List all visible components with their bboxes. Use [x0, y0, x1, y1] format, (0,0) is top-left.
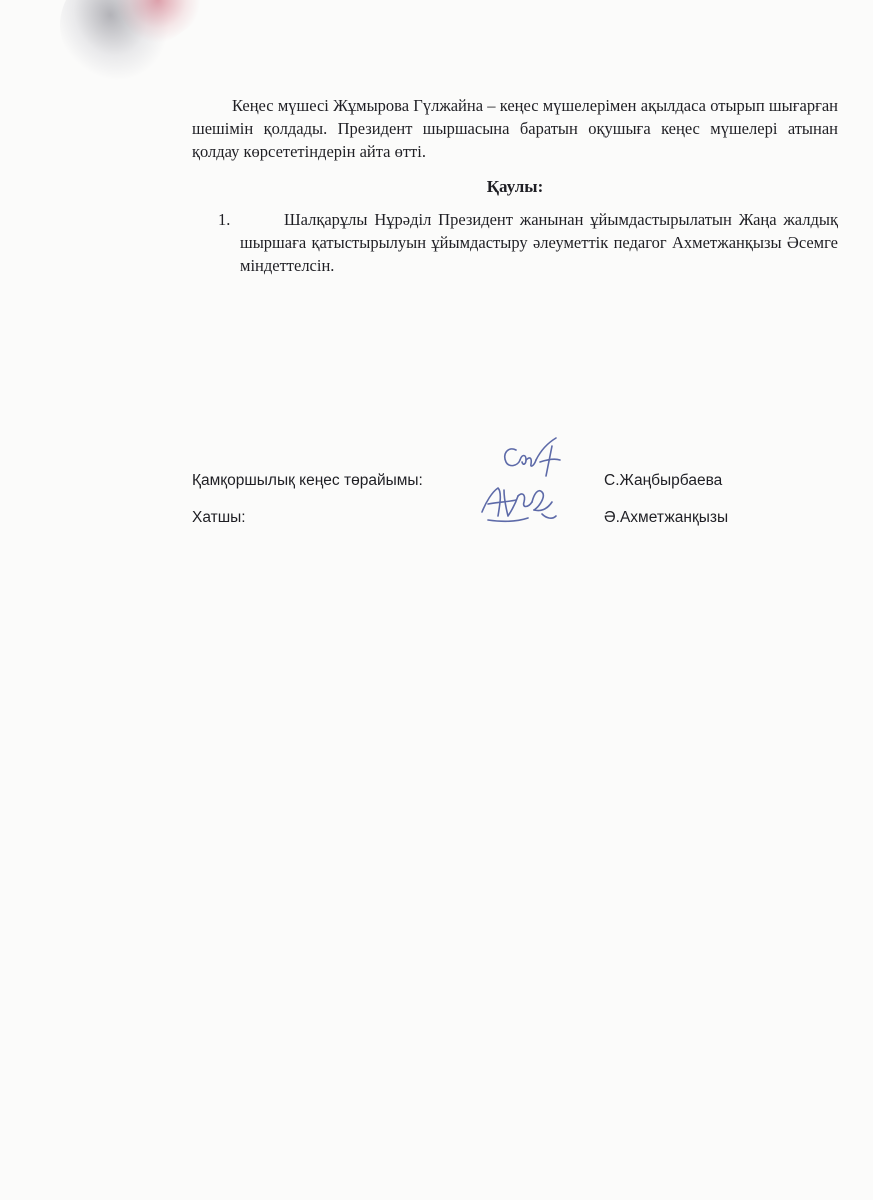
resolution-item — [218, 208, 838, 277]
council-member-paragraph: Кеңес мүшесі Жұмырова Гүлжайна – кеңес мүшелерімен ақылдаса отырып шығарған шешімін қолдады. Президент шыршасына баратын оқушыға кеңес мүшелері атынан қолдау көрсететіндерін айта өтті. — [192, 96, 838, 161]
secretary-role-label: Хатшы: — [192, 509, 246, 526]
resolution-item-number: 1. — [218, 210, 231, 229]
resolution-heading: Қаулы: — [486, 177, 544, 196]
secretary-name: Ә.Ахметжанқызы — [604, 509, 729, 526]
chair-role-label: Қамқоршылық кеңес төрайымы: — [192, 472, 423, 489]
chair-name: С.Жаңбырбаева — [604, 472, 723, 489]
handwritten-signature — [468, 432, 568, 532]
resolution-item-text: Шалқарұлы Нұрәділ Президент жанынан ұйымдастырылатын Жаңа жалдық шыршаға қатыстырылуын ұйымдастыру әлеуметтік педагог Ахметжанқызы Әсемге міндеттелсін. — [240, 210, 838, 275]
